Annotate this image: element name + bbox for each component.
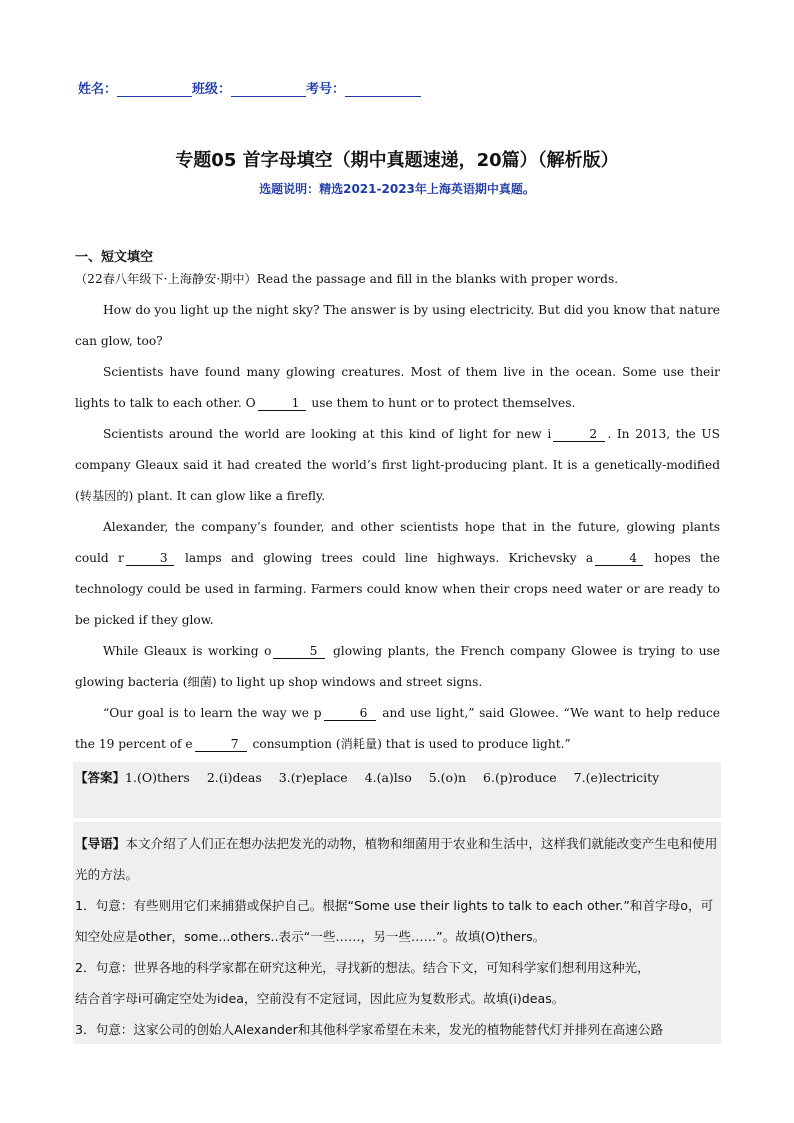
id-blank: [345, 84, 421, 97]
answer-item: 6.(p)roduce: [483, 770, 557, 785]
id-label: 考号：: [306, 82, 346, 97]
blank-3: 3: [126, 551, 174, 566]
answer-item: 4.(a)lso: [364, 770, 412, 785]
blank-1: 1: [258, 396, 306, 411]
guide-label: 【导语】: [75, 836, 126, 851]
passage-paragraph-6: “Our goal is to learn the way we p 6 and use light,” said Glowee. “We want to help reduce the 19 percent of e 7 consumption (消耗量) that is used to produce light.”: [75, 706, 720, 751]
answer-line: [75, 768, 720, 786]
blank-4: 4: [595, 551, 643, 566]
passage-paragraph-5: While Gleaux is working o 5 glowing plants, the French company Glowee is trying to use glowing bacteria (细菌) to light up shop windows and street signs.: [75, 644, 721, 689]
passage-paragraph-4: Alexander, the company’s founder, and other scientists hope that in the future, glowing plants could r 3 lamps and glowing trees could line highways. Krichevsky a 4 hopes the technology could be used in farming. Farmers could know when their crops need water or are ready to be picked if they glow.: [75, 520, 720, 627]
blank-5: 5: [273, 644, 325, 659]
analysis-item-2-line-2: 结合首字母i可确定空处为idea，空前没有不定冠词，因此应为复数形式。故填(i)deas。: [75, 991, 565, 1006]
blank-7: 7: [195, 737, 247, 752]
section-heading: 一、短文填空: [75, 250, 154, 265]
blank-6: 6: [324, 706, 376, 721]
passage-paragraph-3: Scientists around the world are looking at this kind of light for new i 2 . In 2013, the US company Gleaux said it had created the world’s first light-producing plant. It is a genetically-modified (转基因的) plant. It can glow like a firefly.: [75, 427, 721, 503]
answer-label: 【答案】: [75, 770, 126, 785]
analysis-item-1-line-2: 知空处应是other，some...others..表示“一些……，另一些……”。故填(O)thers。: [75, 929, 546, 944]
passage-paragraph-2: Scientists have found many glowing creatures. Most of them live in the ocean. Some use their lights to talk to each other. O 1 use them to hunt or to protect themselves.: [75, 365, 720, 410]
blank-2: 2: [553, 427, 605, 442]
analysis-item-1-line-1: 1．句意：有些则用它们来捕猎或保护自己。根据“Some use their lights to talk to each other.”和首字母o，可: [75, 898, 714, 913]
class-label: 班级：: [192, 82, 232, 97]
answer-item: 2.(i)deas: [206, 770, 262, 785]
answer-item: 1.(O)thers: [125, 770, 190, 785]
page-subtitle: 选题说明：精选2021-2023年上海英语期中真题。: [259, 182, 535, 196]
analysis-item-3-line-1: 3．句意：这家公司的创始人Alexander和其他科学家希望在未来，发光的植物能替代灯并排列在高速公路: [75, 1022, 664, 1037]
class-blank: [231, 84, 306, 97]
passage-paragraph-1: How do you light up the night sky? The answer is by using electricity. But did you know that nature can glow, too?: [75, 303, 720, 348]
name-label: 姓名：: [78, 82, 118, 97]
answer-item: 5.(o)n: [428, 770, 467, 785]
guide-paragraph: 【导语】本文介绍了人们正在想办法把发光的动物，植物和细菌用于农业和生活中，这样我们就能改变产生电和使用光的方法。: [75, 836, 718, 882]
name-blank: [117, 84, 192, 97]
answer-item: 7.(e)lectricity: [573, 770, 660, 785]
question-intro: （22春八年级下·上海静安·期中）Read the passage and fill in the blanks with proper words.: [75, 272, 619, 286]
page-title: 专题05 首字母填空（期中真题速递，20篇）（解析版）: [175, 150, 619, 171]
answer-item: 3.(r)eplace: [278, 770, 348, 785]
reading-passage: [75, 295, 720, 760]
student-info-line: [78, 78, 421, 97]
analysis-item-2-line-1: 2．句意：世界各地的科学家都在研究这种光，寻找新的想法。结合下文，可知科学家们想利用这种光，: [75, 960, 650, 975]
analysis-section: [75, 822, 720, 1045]
